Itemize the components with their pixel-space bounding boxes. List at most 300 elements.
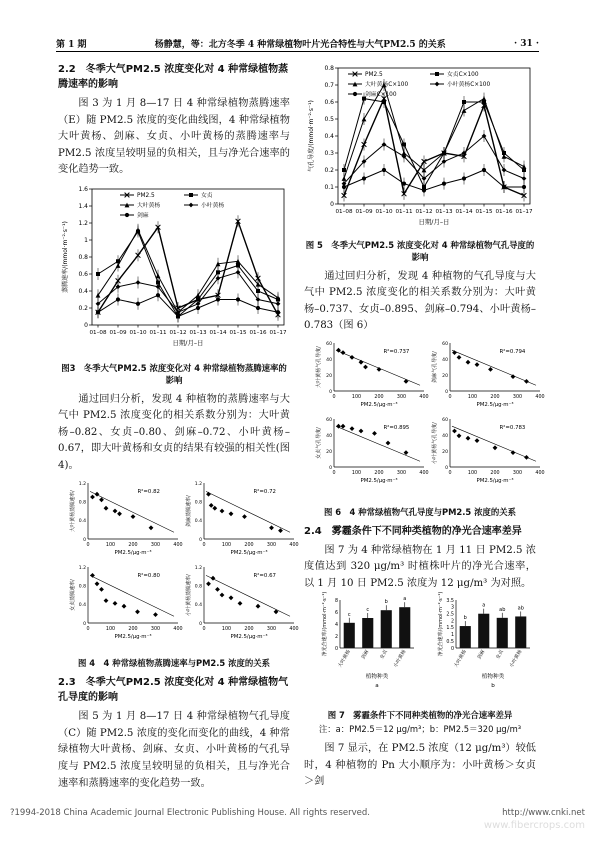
y-tick-label: 0.8 bbox=[194, 583, 202, 589]
data-point bbox=[176, 314, 180, 318]
figure-5-chart bbox=[304, 60, 536, 230]
x-tick-label: 200 bbox=[374, 470, 384, 476]
y-tick-label: 0.1 bbox=[324, 184, 334, 192]
scatter-point bbox=[149, 525, 154, 530]
regression-line bbox=[452, 426, 536, 461]
figure-5-caption: 图 5 冬季大气PM2.5 浓度变化对 4 种常绿植物气孔导度的影响 bbox=[305, 239, 535, 262]
x-tick-label: 300 bbox=[266, 542, 277, 548]
legend-label: 剑麻 bbox=[137, 213, 149, 220]
x-tick-label: 400 bbox=[535, 470, 545, 476]
y-tick-label: 0.6 bbox=[324, 99, 334, 107]
figure-7 bbox=[304, 591, 536, 707]
scatter-point bbox=[350, 426, 355, 431]
y-tick-label: 40 bbox=[442, 357, 448, 363]
scatter-point bbox=[229, 511, 234, 516]
y-tick-label: 40 bbox=[326, 433, 332, 439]
y-tick-label: 1.2 bbox=[194, 565, 202, 571]
figure-7-caption: 图 7 雾霾条件下不同种类植物的净光合速率差异 bbox=[327, 709, 513, 720]
y-axis-label: 净光合速率/(mmol·m⁻²·s⁻¹) bbox=[322, 591, 328, 657]
panel-x-label: PM2.5/μg·m⁻³ bbox=[230, 549, 268, 556]
section-2-2-paragraph-2: 通过回归分析，发现 4 种植物的蒸腾速率与大气中 PM2.5 浓度变化的相关系数分别为：大叶黄杨–0.82、女贞–0.80、剑麻–0.72、小叶黄杨–0.67，即大叶黄杨和女贞的结果有较强的相关性(图 4)。 bbox=[58, 393, 290, 471]
x-tick-label: 01–15 bbox=[475, 209, 493, 215]
legend-label: 女贞 bbox=[201, 193, 213, 200]
bar bbox=[497, 618, 508, 648]
data-point bbox=[116, 263, 121, 268]
data-point bbox=[236, 297, 240, 301]
scatter-point bbox=[153, 612, 158, 617]
scatter-point bbox=[341, 424, 346, 429]
legend-label: 剑麻C×100 bbox=[365, 92, 397, 99]
x-tick-label: 100 bbox=[105, 542, 116, 548]
y-tick-label: 0.4 bbox=[78, 518, 86, 524]
y-tick-label: 0.5 bbox=[324, 116, 334, 124]
y-tick-label: 8 bbox=[334, 599, 338, 605]
x-tick-label: 200 bbox=[128, 542, 138, 548]
x-tick-label: 01–16 bbox=[249, 329, 267, 336]
data-point bbox=[502, 168, 507, 173]
category-label: 剑麻 bbox=[361, 649, 371, 661]
scatter-point bbox=[220, 508, 225, 513]
data-point bbox=[402, 182, 406, 186]
y-tick-label: 20 bbox=[442, 373, 448, 379]
section-2-3-heading: 2.3 冬季大气PM2.5 浓度变化对 4 种常绿植物气孔导度的影响 bbox=[58, 677, 289, 704]
r-squared-label: R²=0.895 bbox=[383, 424, 410, 431]
data-point bbox=[462, 108, 467, 113]
y-tick-label: 20 bbox=[326, 449, 332, 455]
category-label: 小叶黄杨 bbox=[393, 649, 408, 669]
x-tick-label: 200 bbox=[244, 626, 254, 632]
panel-y-label: 剑麻气孔导度/ bbox=[432, 351, 438, 383]
data-point bbox=[442, 182, 446, 186]
data-point bbox=[382, 100, 386, 104]
y-tick-label: 0 bbox=[83, 621, 86, 627]
figure-7-chart bbox=[304, 591, 536, 700]
x-tick-label: 100 bbox=[221, 542, 232, 548]
x-tick-label: 01–17 bbox=[269, 329, 287, 336]
x-axis-label: 日期/月–日 bbox=[172, 338, 204, 347]
y-axis-label: 气孔导度/(mmol·m⁻²·s⁻¹) bbox=[308, 100, 315, 172]
y-tick-label: 60 bbox=[326, 341, 332, 347]
x-tick-label: 300 bbox=[396, 470, 407, 476]
legend-marker bbox=[189, 193, 193, 197]
panel-y-label: 大叶黄杨蒸腾速率/ bbox=[70, 489, 76, 532]
y-tick-label: 0.5 bbox=[446, 640, 454, 646]
x-tick-label: 0 bbox=[332, 470, 336, 476]
y-tick-label: 0.8 bbox=[194, 499, 202, 505]
watermark: www.fibercrops.com bbox=[483, 820, 585, 831]
y-axis-label: 蒸腾速率/(mmol·m⁻²·s⁻¹) bbox=[62, 221, 69, 293]
y-tick-label: 40 bbox=[442, 433, 448, 439]
bar bbox=[478, 614, 489, 648]
x-tick-label: 300 bbox=[150, 542, 161, 548]
r-squared-label: R²=0.72 bbox=[253, 488, 276, 495]
scatter-point bbox=[457, 355, 462, 360]
regression-line bbox=[452, 350, 536, 385]
data-point bbox=[482, 96, 487, 101]
x-tick-label: 01–08 bbox=[89, 329, 107, 336]
panel-x-label: PM2.5/μg·m⁻³ bbox=[114, 549, 152, 556]
category-label: 女贞 bbox=[379, 649, 389, 661]
panel-letter: a bbox=[375, 683, 379, 690]
x-tick-label: 01–09 bbox=[355, 209, 373, 215]
y-tick-label: 0 bbox=[329, 465, 332, 471]
final-paragraph: 图 7 显示，在 PM2.5 浓度（12 μg/m³）较低时，4 种植物的 Pn 大小顺序为：小叶黄杨＞女贞＞剑 bbox=[304, 742, 536, 788]
data-point bbox=[482, 168, 486, 172]
legend-label: 大叶黄杨C×100 bbox=[365, 82, 409, 89]
scatter-point bbox=[493, 445, 498, 450]
series-line-2 bbox=[344, 85, 524, 179]
x-tick-label: 01–09 bbox=[109, 329, 127, 336]
y-tick-label: 20 bbox=[442, 449, 448, 455]
data-point bbox=[402, 143, 406, 147]
y-axis-label: 净光合速率/(mmol·m⁻²·s⁻¹) bbox=[438, 591, 444, 657]
regression-line bbox=[336, 350, 420, 385]
r-squared-label: R²=0.67 bbox=[253, 572, 276, 579]
y-tick-label: 0.4 bbox=[194, 518, 202, 524]
bar bbox=[362, 618, 373, 648]
x-tick-label: 100 bbox=[105, 626, 116, 632]
series-line-3 bbox=[98, 272, 278, 312]
scatter-point bbox=[90, 494, 95, 499]
y-tick-label: 1.2 bbox=[78, 481, 86, 487]
y-tick-label: 1 bbox=[84, 237, 88, 245]
y-tick-label: 1.4 bbox=[78, 203, 88, 211]
figure-3-caption: 图3 冬季大气PM2.5 浓度变化对 4 种常绿植物蒸腾速率的影响 bbox=[61, 362, 287, 385]
y-tick-label: 2 bbox=[334, 635, 338, 641]
bar bbox=[381, 611, 392, 649]
category-label: 大叶黄杨 bbox=[453, 649, 468, 669]
r-squared-label: R²=0.737 bbox=[383, 348, 410, 355]
panel-y-label: 剑麻蒸腾速率/ bbox=[186, 494, 192, 527]
copyright-text: ?1994-2018 China Academic Journal Electronic Publishing House. All rights reserved. bbox=[10, 808, 370, 818]
y-tick-label: 0 bbox=[199, 537, 202, 543]
page-number: · 31 · bbox=[513, 38, 539, 49]
x-tick-label: 400 bbox=[535, 394, 545, 400]
y-tick-label: 4 bbox=[334, 623, 338, 629]
y-tick-label: 0.8 bbox=[324, 65, 334, 73]
data-point bbox=[136, 302, 140, 306]
x-tick-label: 0 bbox=[86, 542, 90, 548]
y-tick-label: 0.6 bbox=[78, 271, 88, 279]
panel-x-label: PM2.5/μg·m⁻³ bbox=[360, 401, 398, 408]
x-tick-label: 100 bbox=[221, 626, 232, 632]
regression-line bbox=[206, 491, 290, 532]
y-tick-label: 0.8 bbox=[78, 254, 88, 262]
scatter-point bbox=[363, 365, 368, 370]
data-point bbox=[136, 280, 141, 285]
y-tick-label: 0.8 bbox=[78, 583, 86, 589]
x-tick-label: 200 bbox=[374, 394, 384, 400]
legend-marker bbox=[189, 203, 194, 208]
legend-label: 小叶黄杨C×100 bbox=[447, 82, 491, 89]
scatter-point bbox=[466, 436, 471, 441]
scatter-point bbox=[488, 367, 493, 372]
y-tick-label: 6 bbox=[334, 611, 338, 617]
regression-line bbox=[90, 575, 174, 616]
scatter-point bbox=[238, 601, 243, 606]
r-squared-label: R²=0.80 bbox=[137, 572, 160, 579]
figure-7-note: 注：a：PM2.5＝12 μg/m³；b：PM2.5＝320 μg/m³ bbox=[318, 723, 522, 734]
scatter-point bbox=[215, 587, 220, 592]
x-tick-label: 400 bbox=[289, 626, 299, 632]
panel-y-label: 小叶黄杨气孔导度/ bbox=[432, 422, 438, 464]
bar bbox=[344, 623, 355, 648]
x-tick-label: 01–15 bbox=[229, 329, 247, 336]
x-tick-label: 0 bbox=[448, 470, 452, 476]
x-tick-label: 0 bbox=[202, 626, 206, 632]
scatter-point bbox=[209, 503, 214, 508]
significance-label: b bbox=[384, 599, 388, 606]
x-tick-label: 200 bbox=[490, 470, 500, 476]
x-tick-label: 300 bbox=[266, 626, 277, 632]
y-tick-label: 3 bbox=[450, 606, 454, 612]
left-column bbox=[58, 60, 299, 794]
x-tick-label: 01–13 bbox=[189, 329, 207, 336]
plot-frame bbox=[338, 68, 530, 204]
data-point bbox=[256, 306, 260, 310]
section-2-4-paragraph-1: 图 7 为 4 种常绿植物在 1 月 11 日 PM2.5 浓度值达到 320 μg/m³ 时植株叶片的净光合速率，以 1 月 10 日 PM2.5 浓度为 12 μg/m³ 为对照。 bbox=[304, 544, 536, 589]
data-point bbox=[462, 176, 466, 180]
x-tick-label: 01–10 bbox=[129, 329, 147, 336]
x-tick-label: 400 bbox=[173, 626, 183, 632]
legend-label: PM2.5 bbox=[365, 72, 383, 79]
x-tick-label: 0 bbox=[332, 394, 336, 400]
data-point bbox=[522, 185, 526, 189]
r-squared-label: R²=0.783 bbox=[499, 424, 526, 431]
x-tick-label: 01–17 bbox=[515, 209, 533, 215]
y-tick-label: 60 bbox=[326, 417, 332, 423]
data-point bbox=[362, 176, 366, 180]
x-tick-label: 0 bbox=[86, 626, 90, 632]
scatter-point bbox=[404, 450, 409, 455]
y-tick-label: 60 bbox=[442, 417, 448, 423]
x-tick-label: 400 bbox=[419, 394, 429, 400]
data-point bbox=[382, 168, 386, 172]
legend-label: 女贞C×100 bbox=[447, 72, 479, 79]
x-tick-label: 400 bbox=[419, 470, 429, 476]
header-title: 杨静慧，等：北方冬季 4 种常绿植物叶片光合特性与大气PM2.5 的关系 bbox=[154, 40, 446, 50]
data-point bbox=[522, 176, 527, 181]
bar bbox=[515, 617, 526, 649]
y-tick-label: 3.5 bbox=[446, 599, 454, 605]
x-tick-label: 400 bbox=[173, 542, 183, 548]
x-tick-label: 0 bbox=[202, 542, 206, 548]
scatter-point bbox=[269, 525, 274, 530]
category-label: 女贞 bbox=[495, 649, 505, 661]
x-tick-label: 200 bbox=[128, 626, 138, 632]
scatter-point bbox=[242, 514, 247, 519]
data-point bbox=[196, 306, 200, 310]
x-tick-label: 300 bbox=[150, 626, 161, 632]
y-tick-label: 0 bbox=[329, 389, 332, 395]
figure-3 bbox=[58, 181, 290, 360]
data-point bbox=[422, 188, 426, 192]
scatter-point bbox=[229, 595, 234, 600]
series-line-4 bbox=[344, 170, 524, 190]
x-tick-label: 300 bbox=[512, 394, 523, 400]
scatter-point bbox=[113, 508, 118, 513]
y-tick-label: 0 bbox=[445, 389, 448, 395]
scatter-point bbox=[122, 603, 127, 608]
y-tick-label: 0.2 bbox=[324, 167, 334, 175]
scatter-point bbox=[475, 438, 480, 443]
figure-6 bbox=[304, 337, 545, 504]
y-tick-label: 40 bbox=[326, 357, 332, 363]
category-label: 剑麻 bbox=[477, 649, 487, 661]
r-squared-label: R²=0.82 bbox=[137, 488, 160, 495]
scatter-point bbox=[135, 609, 140, 614]
scatter-point bbox=[113, 601, 118, 606]
section-2-4-heading: 2.4 雾霾条件下不同种类植物的净光合速率差异 bbox=[304, 525, 522, 537]
cnki-link[interactable]: http://www.cnki.net bbox=[502, 808, 585, 818]
scatter-point bbox=[457, 433, 462, 438]
panel-x-label: PM2.5/μg·m⁻³ bbox=[230, 633, 268, 640]
y-tick-label: 0 bbox=[445, 465, 448, 471]
y-tick-label: 1.2 bbox=[78, 565, 86, 571]
y-tick-label: 1.2 bbox=[78, 220, 88, 228]
scatter-point bbox=[475, 362, 480, 367]
panel-y-label: 女贞气孔导度/ bbox=[316, 427, 322, 459]
legend-label: 大叶黄杨 bbox=[137, 203, 161, 210]
legend-marker bbox=[435, 72, 439, 76]
scatter-point bbox=[452, 429, 457, 434]
panel-y-label: 大叶黄杨气孔导度/ bbox=[316, 346, 322, 388]
x-tick-label: 100 bbox=[351, 394, 362, 400]
scatter-point bbox=[359, 429, 364, 434]
figure-4-caption: 图 4 4 种常绿植物蒸腾速率与PM2.5 浓度的关系 bbox=[77, 658, 271, 669]
panel-y-label: 女贞蒸腾速率/ bbox=[70, 578, 76, 611]
x-tick-label: 300 bbox=[396, 394, 407, 400]
section-2-3-paragraph-1: 图 5 为 1 月 8—17 日 4 种常绿植物气孔导度（C）随 PM2.5 浓度的变化而变化的曲线，4 种常绿植物大叶黄杨、剑麻、女贞、小叶黄杨的气孔导度与 PM2.5 浓度呈较明显的负相关，且与净光合速率和蒸腾速率的变化趋势一致。 bbox=[58, 711, 290, 789]
data-point bbox=[462, 100, 466, 104]
scatter-point bbox=[131, 514, 136, 519]
data-point bbox=[522, 164, 527, 169]
x-axis-label: 植物种类 bbox=[481, 674, 505, 681]
x-tick-label: 200 bbox=[490, 394, 500, 400]
x-tick-label: 01–13 bbox=[435, 209, 453, 215]
data-point bbox=[116, 297, 120, 301]
significance-label: b bbox=[463, 615, 467, 622]
data-point bbox=[156, 273, 161, 278]
data-point bbox=[96, 272, 100, 276]
significance-label: a bbox=[482, 603, 486, 610]
y-tick-label: 0 bbox=[83, 537, 86, 543]
running-header bbox=[56, 36, 539, 52]
y-tick-label: 2.5 bbox=[446, 612, 454, 618]
scatter-point bbox=[386, 441, 391, 446]
figure-6-chart bbox=[304, 337, 545, 497]
y-tick-label: 0.3 bbox=[324, 150, 334, 158]
scatter-point bbox=[104, 598, 109, 603]
series-line-1 bbox=[344, 99, 524, 187]
data-point bbox=[342, 185, 346, 189]
figure-5 bbox=[304, 60, 536, 237]
scatter-point bbox=[278, 528, 283, 533]
regression-line bbox=[336, 426, 420, 461]
scatter-point bbox=[212, 505, 217, 510]
legend-label: 小叶黄杨 bbox=[201, 203, 225, 210]
scatter-point bbox=[95, 581, 100, 586]
y-tick-label: 0 bbox=[84, 322, 88, 330]
y-tick-label: 0.4 bbox=[194, 602, 202, 608]
scatter-point bbox=[256, 603, 261, 608]
series-line-4 bbox=[98, 295, 278, 316]
significance-label: c bbox=[366, 607, 370, 614]
data-point bbox=[502, 185, 506, 189]
legend-label: PM2.5 bbox=[137, 193, 155, 200]
x-tick-label: 100 bbox=[351, 470, 362, 476]
y-tick-label: 0.4 bbox=[324, 133, 334, 141]
panel-letter: b bbox=[491, 683, 495, 690]
section-2-2-paragraph-1: 图 3 为 1 月 8—17 日 4 种常绿植物蒸腾速率（E）随 PM2.5 浓度的变化曲线图，4 种常绿植物大叶黄杨、剑麻、女贞、小叶黄杨的蒸腾速率与PM2.5 浓度呈较明显的负相关，且与净光合速率的变化趋势一致。 bbox=[58, 98, 290, 176]
y-tick-label: 20 bbox=[326, 373, 332, 379]
scatter-point bbox=[466, 360, 471, 365]
figure-4 bbox=[58, 477, 299, 656]
issue-number: 第 1 期 bbox=[56, 40, 87, 50]
category-label: 小叶黄杨 bbox=[509, 649, 524, 669]
figure-6-caption: 图 6 4 种常绿植物气孔导度与PM2.5 浓度的关系 bbox=[323, 506, 517, 517]
paragraph-after-figure-5: 通过回归分析，发现 4 种植物的气孔导度与大气中 PM2.5 浓度变化的相关系数分别为：大叶黄杨–0.737、女贞–0.895、剑麻–0.794、小叶黄杨–0.783（图 6） bbox=[304, 270, 536, 332]
section-2-2-heading: 2.2 冬季大气PM2.5 浓度变化对 4 种常绿植物蒸腾速率的影响 bbox=[58, 64, 289, 90]
y-tick-label: 0 bbox=[450, 647, 454, 653]
scatter-point bbox=[104, 505, 109, 510]
legend-marker bbox=[435, 82, 440, 87]
x-tick-label: 01–08 bbox=[335, 209, 353, 215]
x-tick-label: 400 bbox=[289, 542, 299, 548]
y-tick-label: 1.2 bbox=[194, 481, 202, 487]
legend-marker bbox=[353, 92, 357, 96]
significance-label: c bbox=[347, 612, 351, 619]
data-point bbox=[216, 297, 220, 301]
significance-label: a bbox=[403, 596, 407, 603]
x-tick-label: 01–11 bbox=[149, 329, 167, 336]
x-tick-label: 100 bbox=[467, 394, 478, 400]
x-tick-label: 100 bbox=[467, 470, 478, 476]
x-tick-label: 200 bbox=[244, 542, 254, 548]
panel-x-label: PM2.5/μg·m⁻³ bbox=[476, 477, 514, 484]
y-tick-label: 0.4 bbox=[78, 602, 86, 608]
y-tick-label: 1.6 bbox=[78, 186, 88, 194]
r-squared-label: R²=0.794 bbox=[499, 348, 526, 355]
data-point bbox=[276, 301, 281, 306]
x-tick-label: 01–12 bbox=[169, 329, 187, 336]
data-point bbox=[342, 168, 346, 172]
y-tick-label: 1 bbox=[450, 633, 454, 639]
figure-3-chart bbox=[58, 181, 290, 353]
x-tick-label: 300 bbox=[512, 470, 523, 476]
panel-y-label: 小叶黄杨蒸腾速率/ bbox=[186, 573, 192, 616]
y-tick-label: 0.2 bbox=[78, 305, 88, 313]
y-tick-label: 2 bbox=[450, 619, 454, 625]
y-tick-label: 0.8 bbox=[78, 499, 86, 505]
bar bbox=[399, 608, 410, 649]
y-tick-label: 0.7 bbox=[324, 82, 334, 90]
panel-x-label: PM2.5/μg·m⁻³ bbox=[114, 633, 152, 640]
x-axis-label: 植物种类 bbox=[365, 674, 389, 681]
data-point bbox=[362, 117, 367, 122]
x-tick-label: 01–16 bbox=[495, 209, 513, 215]
y-tick-label: 0.4 bbox=[78, 288, 88, 296]
right-column bbox=[304, 60, 545, 793]
data-point bbox=[276, 310, 280, 314]
x-tick-label: 01–10 bbox=[375, 209, 393, 215]
legend-marker bbox=[125, 213, 129, 217]
scatter-point bbox=[206, 581, 211, 586]
data-point bbox=[156, 293, 160, 297]
category-label: 大叶黄杨 bbox=[337, 649, 352, 669]
y-tick-label: 1.5 bbox=[446, 626, 454, 632]
y-tick-label: 0 bbox=[330, 201, 334, 209]
